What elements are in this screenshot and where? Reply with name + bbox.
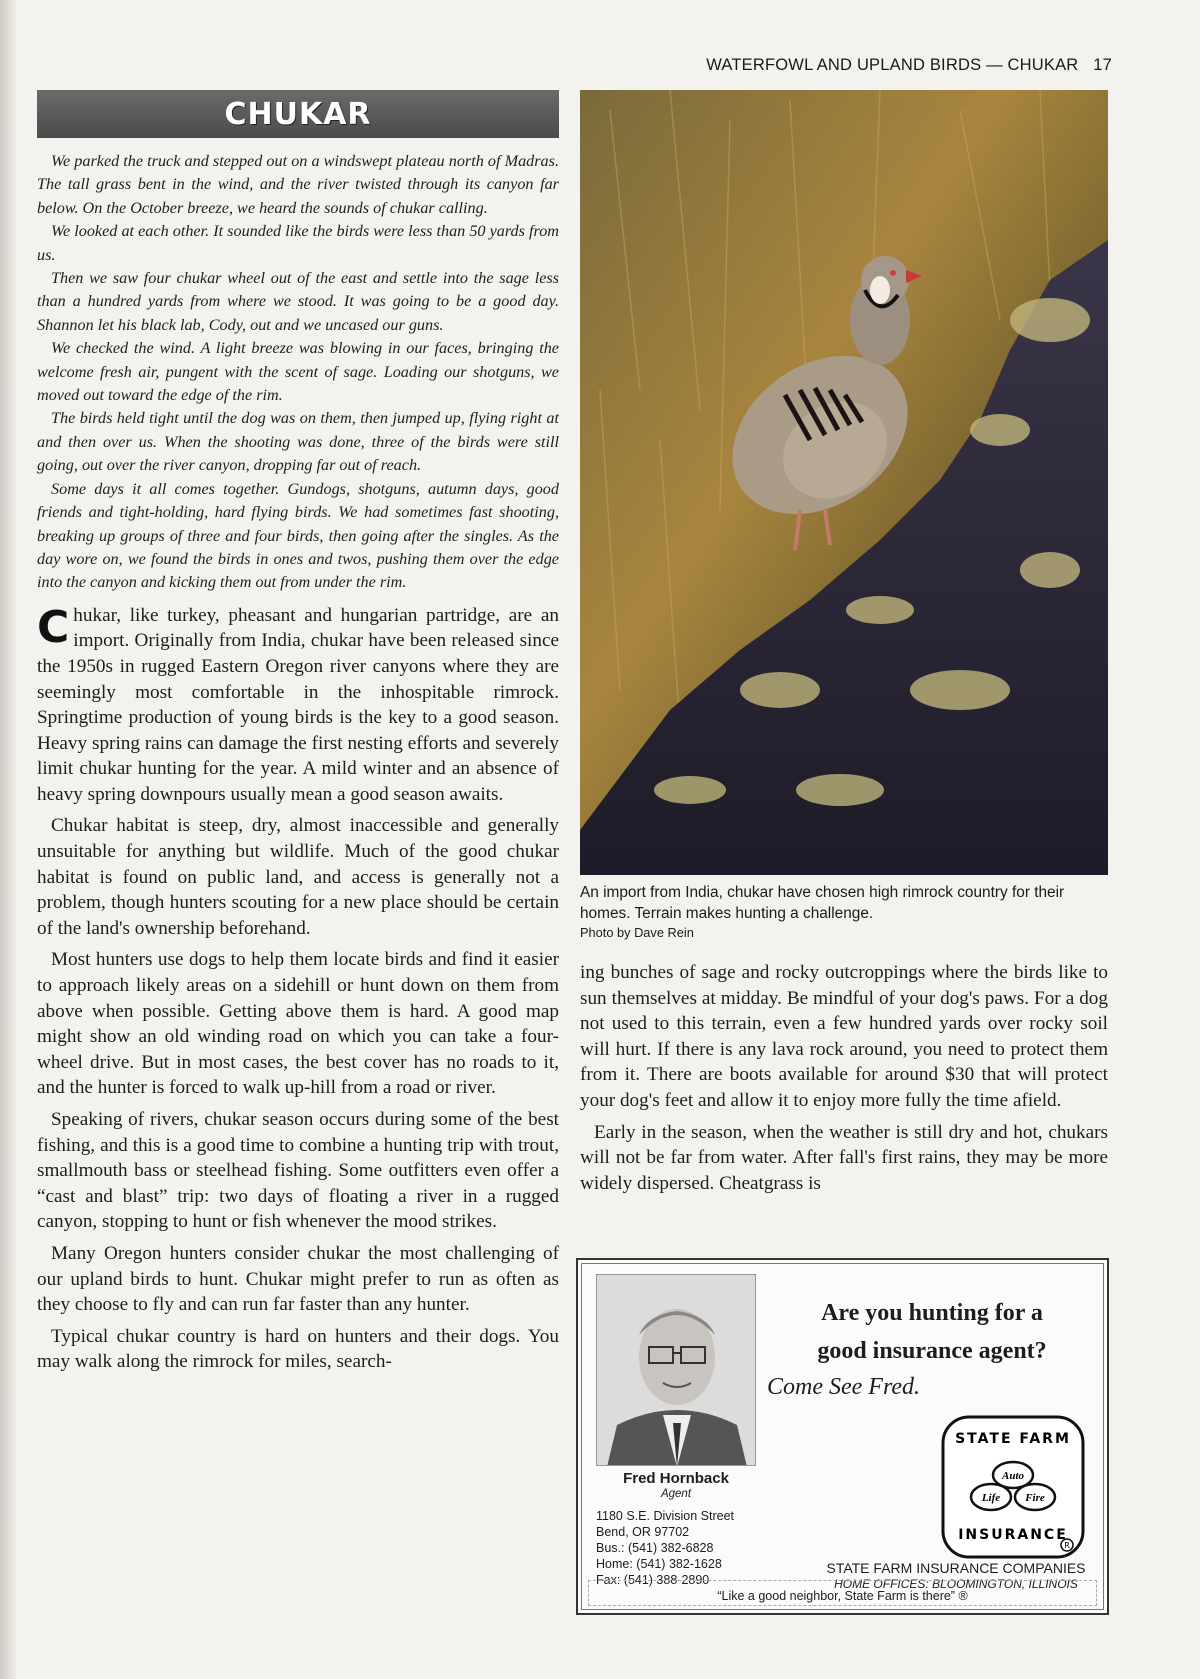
intro-paragraph: We parked the truck and stepped out on a windswept plateau north of Madras. The tall grass bent in the wind, and the river twisted through its canyon far below. On the October breeze, we heard the sounds of chukar calling. [37,152,559,217]
chukar-photo [580,90,1108,875]
body-paragraph: Many Oregon hunters consider chukar the most challenging of our upland birds to hunt. Chukar might prefer to run as often as they choose to fly and can run far faster than any hunter. [37,1242,559,1316]
state-farm-advertisement [576,1258,1109,1615]
body-paragraph: ing bunches of sage and rocky outcroppings where the birds like to sun themselves at midday. Be mindful of your dog's paws. For a dog not used to this terrain, even a few hundred yards over rocky soil will hurt. If there is any lava rock around, you need to protect them from it. There are boots available for around $30 that will protect your dog's feet and allow it to enjoy more fully the time afield. [580,962,1108,1111]
section-title: WATERFOWL AND UPLAND BIRDS — CHUKAR [706,56,1079,74]
ad-frame [581,1263,1104,1610]
state-farm-logo [941,1415,1085,1559]
home-offices: HOME OFFICES: BLOOMINGTON, ILLINOIS [834,1577,1078,1591]
address-line: Bend, OR 97702 [596,1525,690,1539]
intro-paragraph: We checked the wind. A light breeze was blowing in our faces, bringing the welcome fresh air, pungent with the scent of sage. Loading our shotguns, we moved out toward the edge of the rim. [37,339,559,405]
state-farm-slogan: “Like a good neighbor, State Farm is there” ® [717,1589,968,1603]
logo-oval-fire: Fire [1025,1492,1045,1504]
agent-contact [596,1508,786,1588]
running-head [706,56,1112,75]
intro-paragraph: We looked at each other. It sounded like the birds were less than 50 yards from us. [37,222,559,264]
body-left [37,603,559,1375]
intro-paragraph: Some days it all comes together. Gundogs, shotguns, autumn days, good friends and tight-holding, hard flying birds. We had sometimes fast shooting, breaking up groups of three and four birds, then going after the singles. As the day wore on, we found the birds in ones and twos, pushing them over the edge into the canyon and kicking them out from under the rim. [37,479,559,592]
company-name: STATE FARM INSURANCE COMPANIES [826,1560,1086,1576]
intro-paragraph: The birds held tight until the dog was on them, then jumped up, flying right at and then over us. When the shooting was done, three of the birds were still going, out over the river canyon, dropping far out of reach. [37,409,559,475]
body-paragraph: Speaking of rivers, chukar season occurs during some of the best fishing, and this is a good time to combine a hunting trip with trout, smallmouth bass or steelhead fishing. Some outfitters even offer a “cast and blast” trip: two days of floating a river in a rugged canyon, stopping to hunt or fish whenever the mood strikes. [37,1109,559,1233]
intro-paragraph: Then we saw four chukar wheel out of the east and settle into the sage less than a hundred yards from where we stood. It was going to be a good day. Shannon let his black lab, Cody, out and we uncased our guns. [37,269,559,334]
ad-headline [762,1294,1102,1370]
phone-line: Bus.: (541) 382-6828 [596,1541,714,1555]
page-binding-shadow [0,0,18,1679]
phone-line: Home: (541) 382-1628 [596,1557,722,1571]
body-paragraph: Most hunters use dogs to help them locate birds and find it easier to approach likely areas on a sidehill or hunt down on them from above when possible. Getting above them is hard. A good map might show an old winding road on which you can take a four-wheel drive. But in most cases, the best cover has no roads to it, and the hunter is forced to walk up-hill from a road or river. [37,949,559,1099]
ad-call-to-action: Come See Fred. [767,1374,921,1400]
logo-oval-auto: Auto [1001,1470,1025,1482]
caption-text: An import from India, chukar have chosen high rimrock country for their homes. Terrain makes hunting a challenge. [580,884,1065,922]
photo-caption [580,882,1108,942]
agent-title: Agent [660,1488,692,1500]
svg-text:R: R [1064,1541,1070,1550]
body-paragraph: Early in the season, when the weather is still dry and hot, chukars will not be far from water. After fall's first rains, they may be more widely dispersed. Cheatgrass is [580,1121,1108,1194]
intro-italic [37,150,559,595]
logo-top-text: STATE FARM [955,1431,1071,1447]
agent-portrait [596,1274,756,1466]
headline-line: Are you hunting for a [821,1300,1043,1326]
body-paragraph: Chukar habitat is steep, dry, almost inaccessible and generally unsuitable for anything but wildlife. Much of the good chukar habitat is found on public land, and access is generally not a problem, though hunters scouting for a new place should be certain of the land's ownership beforehand. [37,815,559,939]
body-paragraph: Chukar, like turkey, pheasant and hungarian partridge, are an import. Originally from India, chukar have been released since the 1950s in rugged Eastern Oregon river canyons where they are seemingly most comfortable in the inhospitable rimrock. Springtime production of young birds is the key to a good season. Heavy spring rains can damage the first nesting efforts and severely limit chukar hunting for the year. A mild winter and an absence of heavy spring downpours usually mean a good season awaits. [37,601,559,805]
headline-line: good insurance agent? [817,1338,1047,1364]
logo-bottom-text: INSURANCE [958,1527,1068,1543]
body-right [580,960,1108,1202]
drop-cap: C [37,601,70,653]
article-title: CHUKAR [224,96,372,132]
logo-oval-life: Life [981,1492,1001,1504]
page-number: 17 [1093,56,1112,74]
left-column [37,90,559,1381]
photo-credit: Photo by Dave Rein [580,925,694,940]
article-title-bar [37,90,559,138]
phone-line: Fax: (541) 388-2890 [596,1573,710,1587]
address-line: 1180 S.E. Division Street [596,1509,735,1523]
agent-name: Fred Hornback [623,1470,729,1487]
body-paragraph: Typical chukar country is hard on hunters and their dogs. You may walk along the rimrock for miles, search- [37,1325,559,1373]
